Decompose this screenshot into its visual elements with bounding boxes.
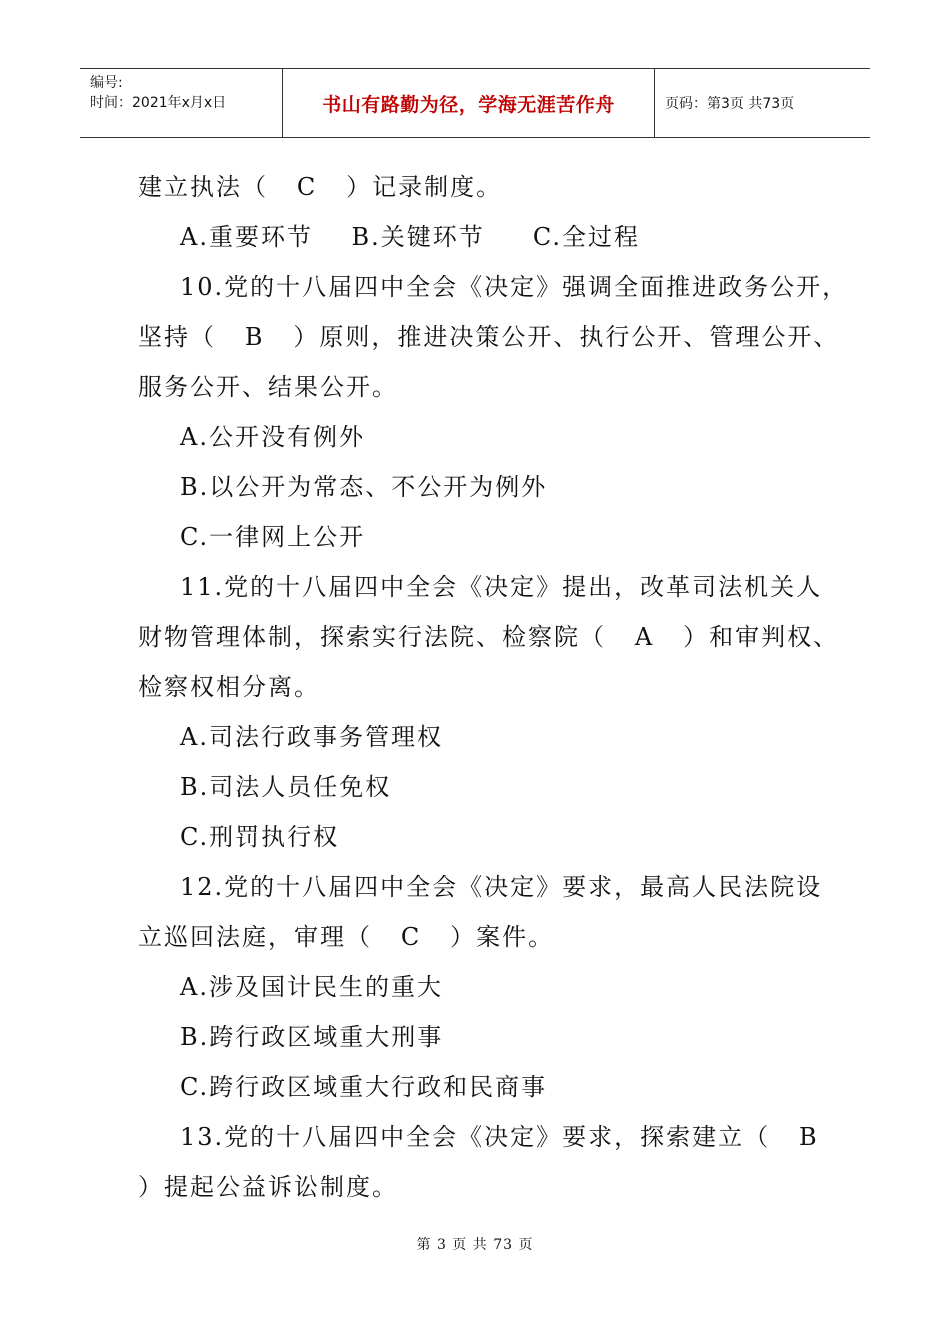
text-line: C.刑罚执行权: [180, 823, 340, 851]
header-meta: [80, 69, 283, 137]
text-line: A.涉及国计民生的重大: [180, 973, 443, 1001]
text-line: 服务公开、结果公开。: [138, 373, 398, 401]
text-line: 检察权相分离。: [138, 673, 320, 701]
text-line: 财物管理体制，探索实行法院、检察院（ A ）和审判权、: [138, 623, 840, 651]
page-footer: 第 3 页 共 73 页: [416, 1237, 534, 1253]
page-header: [80, 68, 870, 138]
text-line: 建立执法（ C ）记录制度。: [138, 173, 503, 201]
text-line: 12.党的十八届四中全会《决定》要求，最高人民法院设: [180, 873, 823, 901]
text-line: 立巡回法庭，审理（ C ）案件。: [138, 923, 555, 951]
text-line: C.一律网上公开: [180, 523, 366, 551]
document-body: [138, 162, 849, 1212]
text-line: 13.党的十八届四中全会《决定》要求，探索建立（ B: [180, 1123, 819, 1151]
text-line: B.司法人员任免权: [180, 773, 392, 801]
text-line: A.公开没有例外: [180, 423, 365, 451]
header-motto: 书山有路勤为径，学海无涯苦作舟: [283, 69, 655, 137]
text-line: ）提起公益诉讼制度。: [138, 1173, 398, 1201]
header-page-info: 页码：第3页 共73页: [665, 96, 795, 112]
text-line: A.重要环节 B.关键环节 C.全过程: [180, 223, 641, 251]
text-line: B.以公开为常态、不公开为例外: [180, 473, 548, 501]
text-line: A.司法行政事务管理权: [180, 723, 443, 751]
date-label: 时间：2021年x月x日: [90, 95, 227, 111]
text-line: 11.党的十八届四中全会《决定》提出，改革司法机关人: [180, 573, 823, 601]
text-line: C.跨行政区域重大行政和民商事: [180, 1073, 548, 1101]
number-label: 编号:: [90, 75, 123, 91]
text-line: 坚持（ B ）原则，推进决策公开、执行公开、管理公开、: [138, 323, 840, 351]
text-line: 10.党的十八届四中全会《决定》强调全面推进政务公开，: [180, 273, 849, 301]
text-line: B.跨行政区域重大刑事: [180, 1023, 444, 1051]
